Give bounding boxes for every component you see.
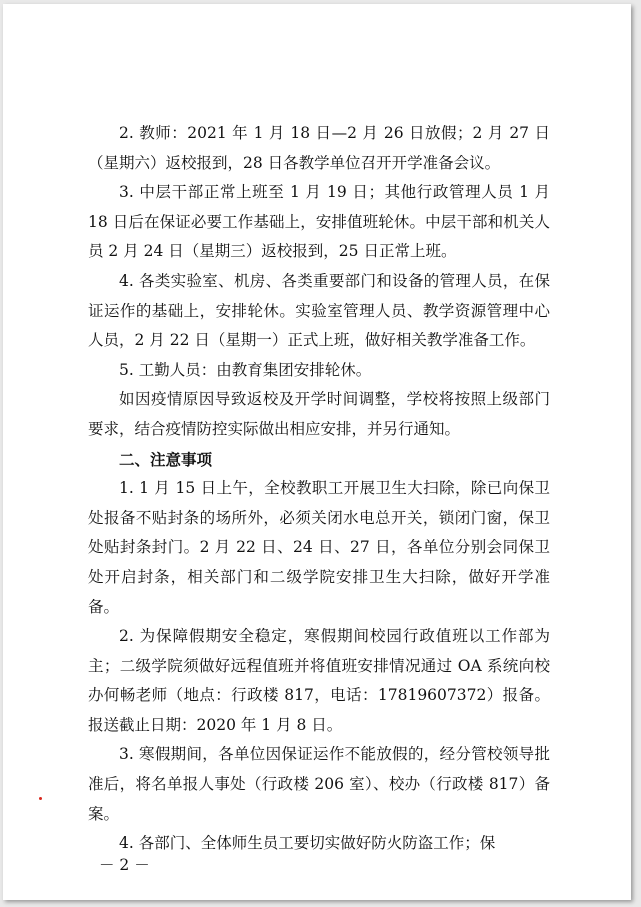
document-page bbox=[3, 4, 631, 900]
document-body bbox=[88, 119, 550, 859]
paragraph-note-safety: 4. 各部门、全体师生员工要切实做好防火防盗工作；保 bbox=[119, 834, 496, 853]
paragraph-note-duty: 2. 为保障假期安全稳定，寒假期间校园行政值班以工作部为主；二级学院须做好远程值班并将值班安排情况通过 OA 系统向校办何畅老师（地点：行政楼 817，电话：17819607372）报备。报送截止日期：2020 年 1 月 8 日。 bbox=[88, 627, 550, 734]
red-ink-dot bbox=[39, 797, 42, 800]
paragraph-note-filing: 3. 寒假期间，各单位因保证运作不能放假的，经分管校领导批准后，将名单报人事处（行政楼 206 室）、校办（行政楼 817）备案。 bbox=[88, 745, 550, 823]
paragraph-note-cleaning: 1. 1 月 15 日上午，全校教职工开展卫生大扫除，除已向保卫处报备不贴封条的场所外，必须关闭水电总开关，锁闭门窗，保卫处贴封条封门。2 月 22 日、24 日、27 日，各单位分别会同保卫处开启封条，相关部门和二级学院安排卫生大扫除，做好开学准备。 bbox=[88, 479, 550, 616]
paragraph-service-staff: 5. 工勤人员：由教育集团安排轮休。 bbox=[119, 360, 372, 379]
section-heading-notes: 二、注意事项 bbox=[119, 449, 213, 469]
paragraph-lab-staff-schedule: 4. 各类实验室、机房、各类重要部门和设备的管理人员，在保证运作的基础上，安排轮休。实验室管理人员、教学资源管理中心人员，2 月 22 日（星期一）正式上班，做好相关教学准备工作。 bbox=[88, 271, 550, 350]
paragraph-epidemic-adjustment: 如因疫情原因导致返校及开学时间调整，学校将按照上级部门要求，结合疫情防控实际做出相应安排，并另行通知。 bbox=[88, 390, 550, 438]
page-number: － 2 － bbox=[99, 856, 150, 874]
paragraph-teachers-schedule: 2. 教师：2021 年 1 月 18 日—2 月 26 日放假；2 月 27 日（星期六）返校报到，28 日各教学单位召开开学准备会议。 bbox=[88, 124, 550, 172]
paragraph-middle-cadres-schedule: 3. 中层干部正常上班至 1 月 19 日；其他行政管理人员 1 月 18 日后在保证必要工作基础上，安排值班轮休。中层干部和机关人员 2 月 24 日（星期三）返校报到，25 日正常上班。 bbox=[88, 183, 550, 261]
